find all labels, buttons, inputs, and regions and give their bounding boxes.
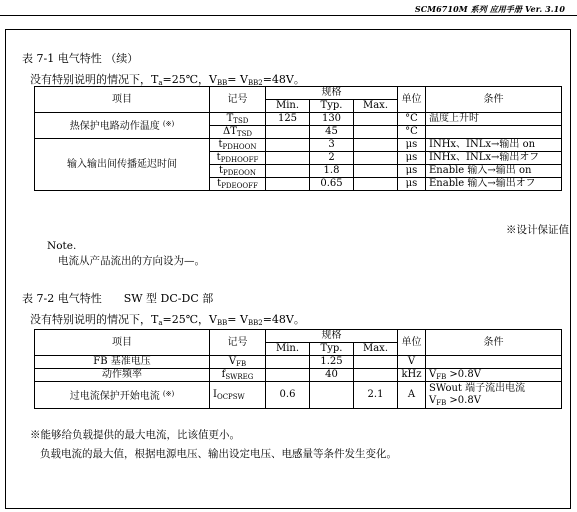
max-cell bbox=[354, 356, 398, 369]
min-cell bbox=[266, 178, 310, 191]
symbol-cell: $t_{PDHOOFF}$ bbox=[210, 152, 266, 165]
condition-cell bbox=[426, 126, 562, 139]
min-cell: 0.6 bbox=[266, 382, 310, 409]
table1 bbox=[34, 86, 562, 191]
th-spec: 规格 bbox=[266, 87, 398, 100]
condition-cell bbox=[426, 356, 562, 369]
typ-cell: 45 bbox=[310, 126, 354, 139]
min-cell bbox=[266, 165, 310, 178]
max-cell bbox=[354, 152, 398, 165]
symbol-cell: $\Delta T_{TSD}$ bbox=[210, 126, 266, 139]
symbol-cell: $t_{PDEOOFF}$ bbox=[210, 178, 266, 191]
condition-cell: Enable 输入→输出 on bbox=[426, 165, 562, 178]
typ-cell: 0.65 bbox=[310, 178, 354, 191]
symbol-cell: $T_{TSD}$ bbox=[210, 113, 266, 126]
unit-cell: V bbox=[398, 356, 426, 369]
th-max: Max. bbox=[354, 343, 398, 356]
table-row bbox=[35, 369, 562, 382]
th-condition: 条件 bbox=[426, 87, 562, 113]
th-min: Min. bbox=[266, 343, 310, 356]
typ-cell bbox=[310, 382, 354, 409]
min-cell bbox=[266, 356, 310, 369]
max-cell bbox=[354, 369, 398, 382]
min-cell bbox=[266, 126, 310, 139]
typ-cell: 40 bbox=[310, 369, 354, 382]
min-cell bbox=[266, 369, 310, 382]
condition-cell: INHx、INLx→输出オフ bbox=[426, 152, 562, 165]
condition-cell: $V_{FB} >0.8V$ bbox=[426, 369, 562, 382]
th-spec: 规格 bbox=[266, 330, 398, 343]
max-cell bbox=[354, 139, 398, 152]
symbol-cell: $f_{SWREG}$ bbox=[210, 369, 266, 382]
table-row bbox=[35, 113, 562, 126]
note-text: 电流从产品流出的方向设为—。 bbox=[58, 255, 205, 267]
th-symbol: 记号 bbox=[210, 87, 266, 113]
table1-condition: 没有特别说明的情况下，$T_a=25℃$，$V_{BB}= V_{BB2}=48V$。 bbox=[30, 73, 305, 87]
item-cell: FB 基准电压 bbox=[35, 356, 210, 369]
typ-cell: 130 bbox=[310, 113, 354, 126]
condition-cell: Enable 输入→输出オフ bbox=[426, 178, 562, 191]
typ-cell: 2 bbox=[310, 152, 354, 165]
th-unit: 单位 bbox=[398, 87, 426, 113]
max-cell bbox=[354, 178, 398, 191]
th-typ: Typ. bbox=[310, 343, 354, 356]
item-cell: 热保护电路动作温度 (※) bbox=[35, 113, 210, 139]
table2-condition: 没有特别说明的情况下，$T_a=25℃$，$V_{BB}= V_{BB2}=48V$。 bbox=[30, 313, 305, 327]
min-cell bbox=[266, 139, 310, 152]
table2 bbox=[34, 329, 562, 409]
th-symbol: 记号 bbox=[210, 330, 266, 356]
typ-cell: 1.8 bbox=[310, 165, 354, 178]
item-cell: 过电流保护开始电流 (※) bbox=[35, 382, 210, 409]
page-header: SCM6710M 系列 应用手册 Ver. 3.10 bbox=[414, 4, 565, 14]
max-cell bbox=[354, 113, 398, 126]
th-condition: 条件 bbox=[426, 330, 562, 356]
unit-cell: kHz bbox=[398, 369, 426, 382]
typ-cell: 1.25 bbox=[310, 356, 354, 369]
unit-cell: μs bbox=[398, 178, 426, 191]
condition-cell: INHx、INLx→输出 on bbox=[426, 139, 562, 152]
header-rule bbox=[0, 15, 577, 16]
item-cell: 动作频率 bbox=[35, 369, 210, 382]
symbol-cell: $V_{FB}$ bbox=[210, 356, 266, 369]
th-item: 项目 bbox=[35, 87, 210, 113]
footnote-2: 负载电流的最大值，根据电源电压、输出设定电压、电感量等条件发生变化。 bbox=[40, 448, 397, 460]
symbol-cell: $t_{PDEOON}$ bbox=[210, 165, 266, 178]
min-cell: 125 bbox=[266, 113, 310, 126]
typ-cell: 3 bbox=[310, 139, 354, 152]
unit-cell: A bbox=[398, 382, 426, 409]
th-unit: 单位 bbox=[398, 330, 426, 356]
condition-cell: SWout 端子流出电流 $V_{FB} >0.8V$ bbox=[426, 382, 562, 409]
unit-cell: μs bbox=[398, 152, 426, 165]
th-typ: Typ. bbox=[310, 100, 354, 113]
table1-title: 表 7-1 电气特性 （续） bbox=[22, 52, 139, 65]
unit-cell: μs bbox=[398, 139, 426, 152]
th-max: Max. bbox=[354, 100, 398, 113]
max-cell bbox=[354, 126, 398, 139]
table-row bbox=[35, 139, 562, 152]
footnote-1: ※能够给负载提供的最大电流，比该值更小。 bbox=[30, 429, 240, 441]
design-guarantee-note: ※设计保证值 bbox=[506, 224, 569, 236]
table-row bbox=[35, 356, 562, 369]
symbol-cell: $t_{PDHOON}$ bbox=[210, 139, 266, 152]
unit-cell: °C bbox=[398, 126, 426, 139]
th-item: 项目 bbox=[35, 330, 210, 356]
note-title: Note. bbox=[47, 240, 77, 252]
table2-title: 表 7-2 电气特性 SW 型 DC-DC 部 bbox=[22, 292, 214, 305]
unit-cell: μs bbox=[398, 165, 426, 178]
symbol-cell: $I_{OCPSW}$ bbox=[210, 382, 266, 409]
item-cell: 输入输出间传播延迟时间 bbox=[35, 139, 210, 191]
max-cell bbox=[354, 165, 398, 178]
unit-cell: °C bbox=[398, 113, 426, 126]
th-min: Min. bbox=[266, 100, 310, 113]
max-cell: 2.1 bbox=[354, 382, 398, 409]
condition-cell: 温度上升时 bbox=[426, 113, 562, 126]
min-cell bbox=[266, 152, 310, 165]
table-row bbox=[35, 382, 562, 409]
